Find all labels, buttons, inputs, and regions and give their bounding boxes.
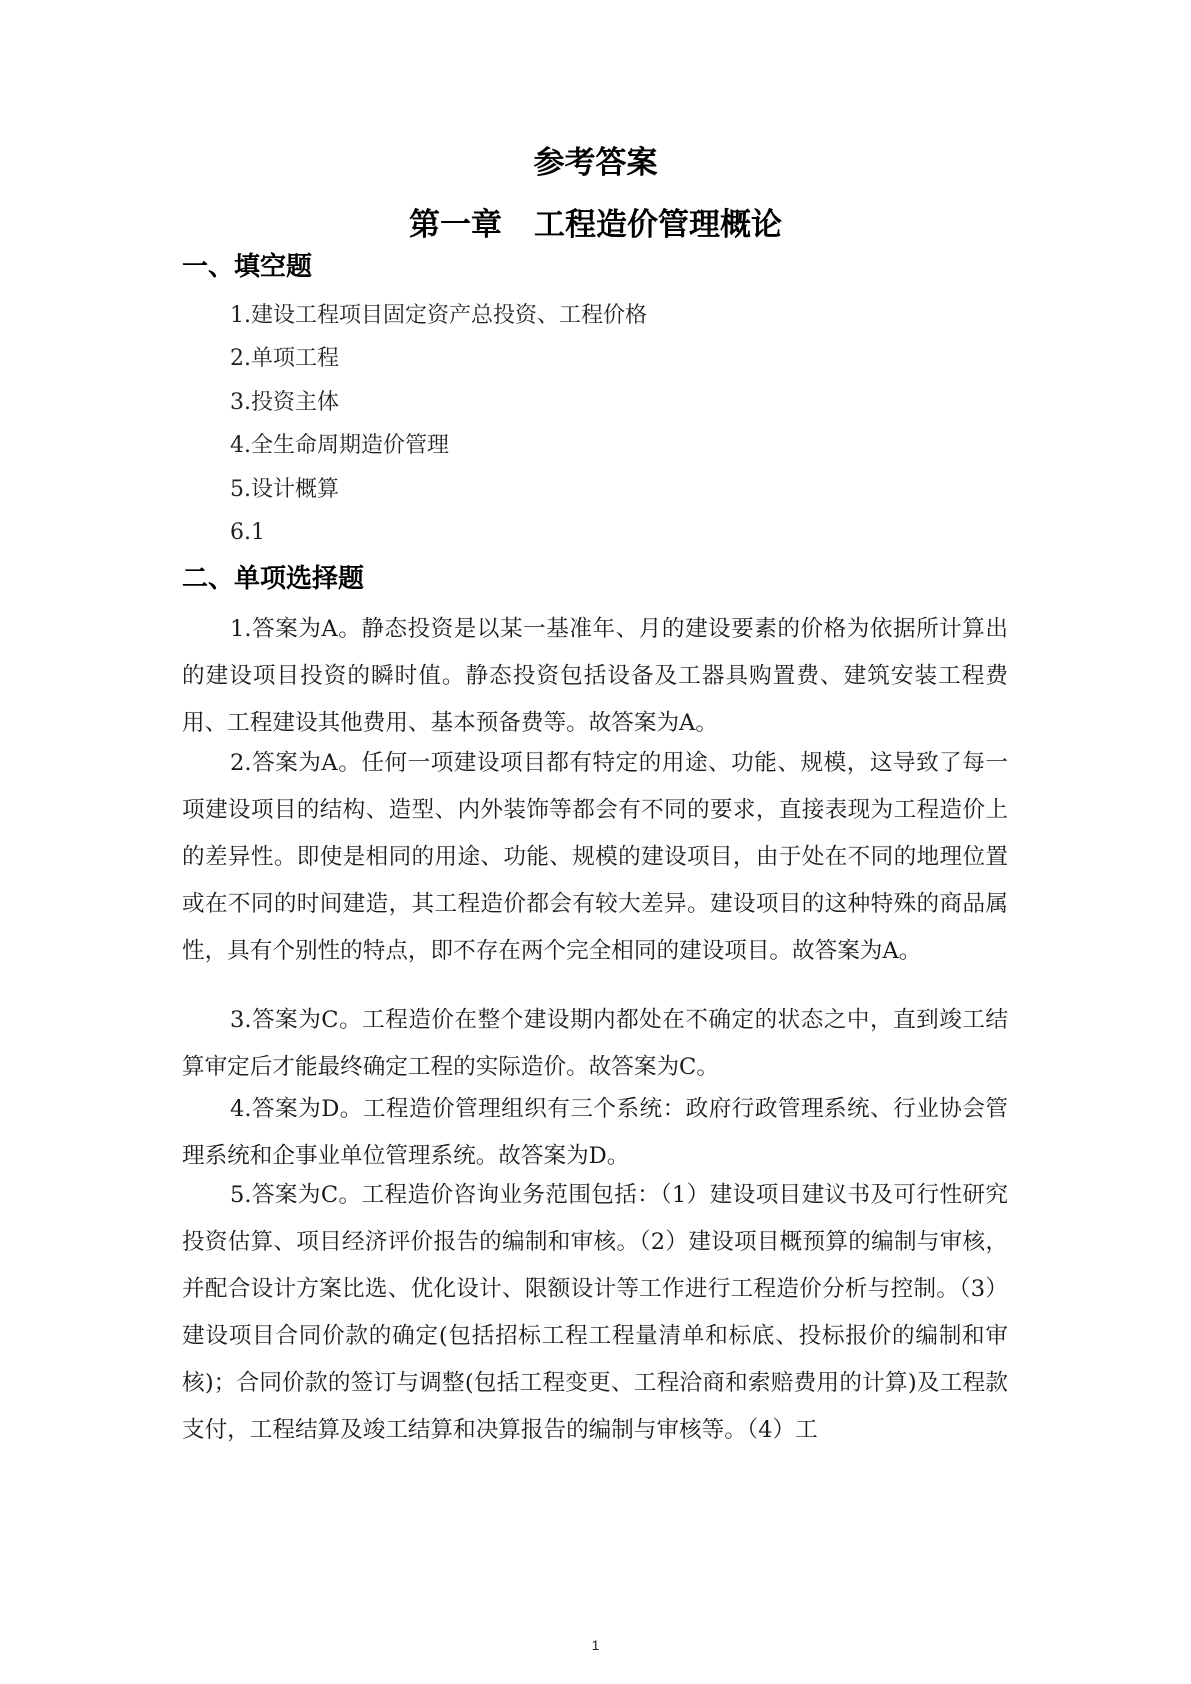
chapter-title	[0, 204, 1191, 246]
answer-paragraph: 5.答案为C。工程造价咨询业务范围包括：（1）建设项目建议书及可行性研究投资估算、项目经济评价报告的编制和审核。（2）建设项目概预算的编制与审核，并配合设计方案比选、优化设计、限额设计等工作进行工程造价分析与控制。（3）建设项目合同价款的确定(包括招标工程工程量清单和标底、投标报价的编制和审核)；合同价款的签订与调整(包括工程变更、工程洽商和索赔费用的计算)及工程款支付，工程结算及竣工结算和决算报告的编制与审核等。（4）工	[182, 1182, 1008, 1443]
document-title: 参考答案	[533, 145, 658, 181]
answer-paragraph: 4.答案为D。工程造价管理组织有三个系统：政府行政管理系统、行业协会管理系统和企事业单位管理系统。故答案为D。	[182, 1096, 1008, 1169]
answer-paragraph: 1.答案为A。静态投资是以某一基准年、月的建设要素的价格为依据所计算出的建设项目投资的瞬时值。静态投资包括设备及工器具购置费、建筑安装工程费用、工程建设其他费用、基本预备费等。故答案为A。	[182, 616, 1008, 736]
fill-in-answer: 6.1	[230, 520, 265, 545]
section-heading-single-choice: 二、单项选择题	[182, 564, 365, 594]
answer-paragraph: 3.答案为C。工程造价在整个建设期内都处在不确定的状态之中，直到竣工结算审定后才能最终确定工程的实际造价。故答案为C。	[182, 1007, 1008, 1080]
chapter-number: 第一章	[409, 207, 502, 243]
fill-in-answer: 5.设计概算	[230, 477, 339, 502]
page-number: 1	[591, 1637, 600, 1653]
section-heading-fill-in: 一、填空题	[182, 252, 313, 282]
answer-paragraph: 2.答案为A。任何一项建设项目都有特定的用途、功能、规模，这导致了每一项建设项目的结构、造型、内外装饰等都会有不同的要求，直接表现为工程造价上的差异性。即使是相同的用途、功能、规模的建设项目，由于处在不同的地理位置或在不同的时间建造，其工程造价都会有较大差异。建设项目的这种特殊的商品属性，具有个别性的特点，即不存在两个完全相同的建设项目。故答案为A。	[182, 750, 1008, 964]
fill-in-answer: 2.单项工程	[230, 346, 339, 371]
chapter-name: 工程造价管理概论	[534, 207, 782, 243]
fill-in-answer: 1.建设工程项目固定资产总投资、工程价格	[230, 303, 647, 328]
fill-in-answer: 3.投资主体	[230, 390, 339, 415]
fill-in-answer: 4.全生命周期造价管理	[230, 433, 449, 458]
